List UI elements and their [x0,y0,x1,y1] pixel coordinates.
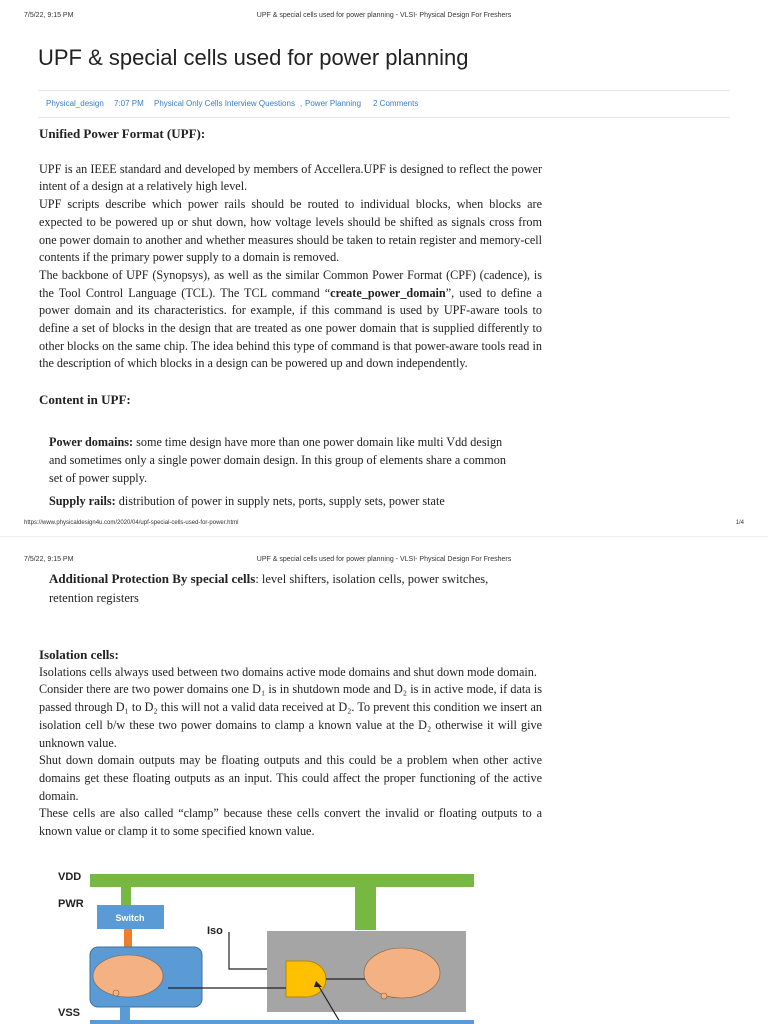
print-title: UPF & special cells used for power planning - VLSI- Physical Design For Freshers [256,556,512,563]
heading-content: Content in UPF: [39,392,131,408]
text: The backbone of UPF (Synopsys), as well as the similar Common Power Format (CPF) (cadence), is the Tool Control Language (TCL). The TCL command “ [39,267,542,300]
list-item [49,433,509,487]
print-url: https://www.physicaldesign4u.com/2020/04/upf-special-cells-used-for-power.html [24,520,239,526]
label-link-power-planning[interactable]: Power Planning [305,99,362,108]
text: ”, used to define a power domain and its characteristics. for example, if this command is used by UPF-aware tools to define a set of blocks in the design that are treated as one power domain that is supplied differently to other blocks on the same chip. The idea behind this type of command is that power-aware tools read in the description of which blocks in a design can be powered up and down independently. [39,285,542,371]
vss-label: VSS [58,1007,81,1019]
post-title: UPF & special cells used for power planning [38,45,469,70]
item-label: Additional Protection By special cells [49,571,256,586]
vss-rail [90,1020,474,1024]
item-text: some time design have more than one power domain like multi Vdd design and sometimes only a single power domain design. In this group of elements share a common set of power supply. [49,435,506,485]
paragraph: Shut down domain outputs may be floating outputs and this could be a problem when other active domains get these floating outputs as an input. This could affect the proper functioning of the active domain. [39,753,542,803]
switched-supply [124,929,132,947]
isolation-cell-diagram [0,862,768,1024]
and-gate-icon [286,961,326,997]
author-link[interactable]: Physical_design [46,99,104,108]
vdd-drop [355,887,376,930]
heading-upf: Unified Power Format (UPF): [39,126,206,141]
paragraph: UPF scripts describe which power rails should be routed to individual blocks, when blocks are expected to be powered up or shut down, how voltage levels should be shifted as signals cross from one power domain to another and whether measures should be taken to retain register and memory-cell contents if the primary power supply to a domain is removed. [39,197,542,265]
label-separator: , [300,99,303,108]
item-text: distribution of power in supply nets, ports, supply sets, power state [115,494,445,508]
list-item [49,492,509,510]
comments-link[interactable]: 2 Comments [373,99,419,108]
item-text: : level shifters, isolation cells, power switches, retention registers [49,572,489,605]
switch-label: Switch [115,913,145,923]
item-label: Supply rails: [49,494,116,508]
list-item [49,569,509,608]
iso-label: Iso [207,925,223,937]
paragraph: Consider there are two power domains one D₁ is in shutdown mode and D₂ is in active mode, if data is passed through D₁ to D₂ this will not a valid data received at D₂. To prevent this condition we insert an isolation cell b/w these two power domains to clamp a known value at the D₂ otherwise it will give unknown value. [39,682,542,750]
paragraph: UPF is an IEEE standard and developed by members of Accellera.UPF is designed to reflect the power intent of a design at a relatively high level. [39,161,542,194]
page-divider [0,536,768,537]
item-label: Power domains: [49,435,134,449]
page-number: 1/4 [735,520,744,526]
paragraph: Isolations cells always used between two domains active mode domains and shut down mode domain. [39,664,537,679]
post-body [39,125,542,409]
post-body-continued [39,646,542,841]
vdd-rail [90,874,474,887]
print-date: 7/5/22, 9:15 PM [24,12,74,19]
print-date: 7/5/22, 9:15 PM [24,556,74,563]
pwr-label: PWR [58,898,84,910]
pwr-drop [121,887,131,905]
heading-isolation: Isolation cells: [39,647,119,662]
print-title: UPF & special cells used for power planning - VLSI- Physical Design For Freshers [256,12,512,19]
post-meta [38,90,730,118]
vdd-label: VDD [58,871,82,883]
label-link-physical-only[interactable]: Physical Only Cells Interview Questions [154,99,295,108]
paragraph: These cells are also called “clamp” because these cells convert the invalid or floating outputs to a known value or clamp it to some specified known value. [39,806,542,839]
cloud-icon [93,955,163,997]
paragraph [39,267,542,373]
post-time-link[interactable]: 7:07 PM [114,99,144,108]
command-name: create_power_domain [330,285,446,300]
